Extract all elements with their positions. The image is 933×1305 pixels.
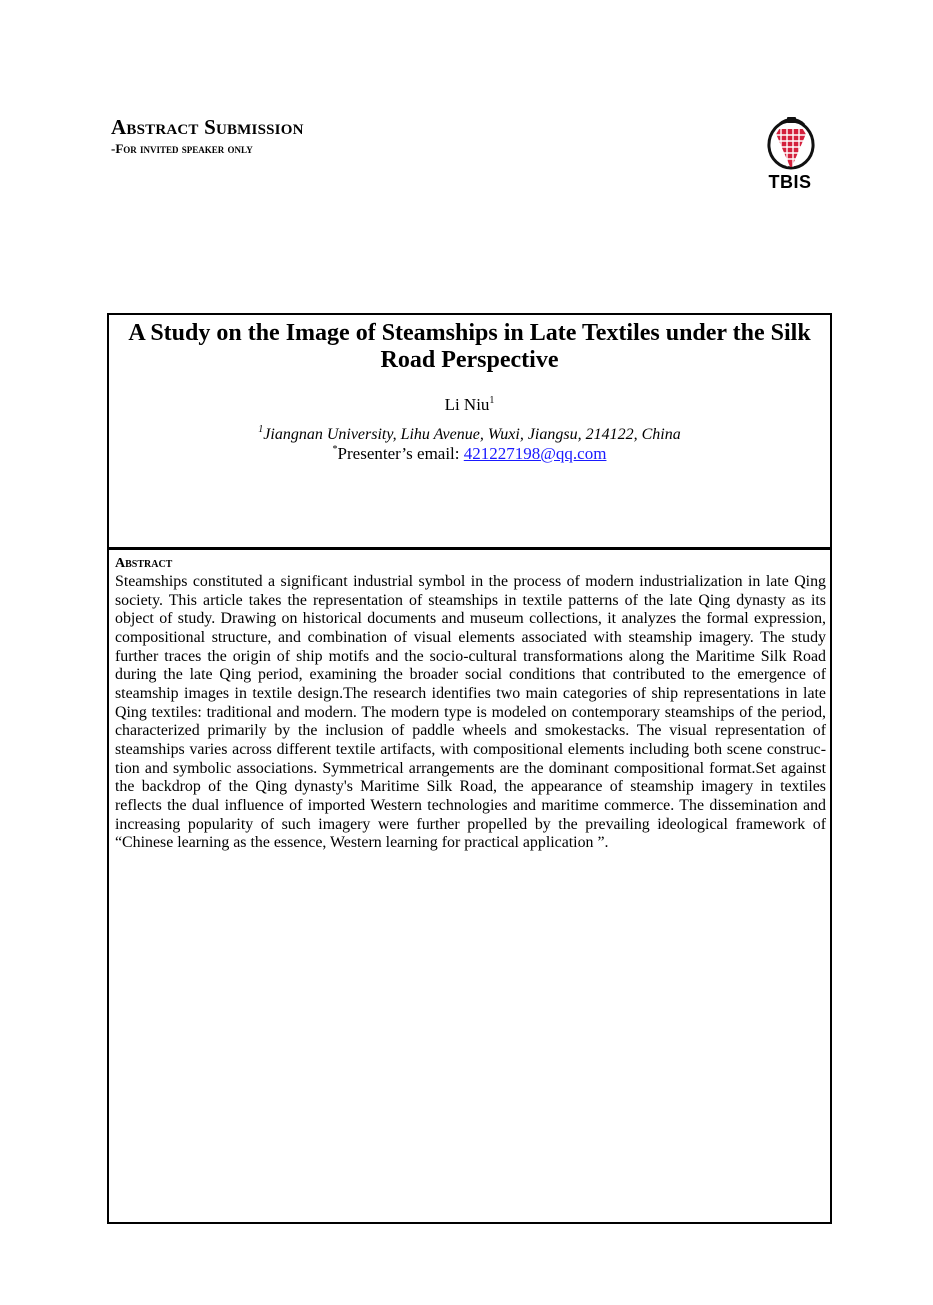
abstract-box (107, 547, 832, 1224)
author-name: Li Niu (444, 395, 490, 414)
abstract-body: Steamships constituted a significant industrial symbol in the process of modern industrialization in late Qing society. This article takes the representation of steamships in textile patterns of the late Qing dynasty as its object of study. Drawing on historical documents and museum collections, it analyzes the formal expression, compositional structure, and combination of visual elements associated with steamship imagery. The study further traces the origin of ship motifs and the socio-cultural transformations along the Maritime Silk Road during the late Qing period, examining the broader social conditions that contributed to the emergence of steamship images in textile design.The research identifies two main categories of ship representations in late Qing textiles: traditional and modern. The modern type is modeled on contemporary steamships of the period, characterized primarily by the inclusion of paddle wheels and smokestacks. The visual representation of steamships varies across different textile artifacts, with compositional elements including both scene construction and symbolic associations. Symmetrical arrangements are the dominant compositional format.Set against the backdrop of the Qing dynasty's Maritime Silk Road, the appearance of steamship imagery in textiles reflects the dual influence of imported Western technologies and maritime commerce. The dissemination and increasing popularity of such imagery were further propelled by the prevailing ideological framework of “Chinese learning as the essence, Western learning for practical application ”. (115, 573, 826, 852)
header-title: Abstract Submission (111, 115, 304, 139)
header-subtitle: -For invited speaker only (111, 141, 253, 156)
abstract-heading: Abstract (115, 556, 173, 571)
affiliation-text: Jiangnan University, Lihu Avenue, Wuxi, Jiangsu, 214122, China (263, 426, 681, 443)
logo-text: TBIS (768, 172, 812, 192)
presenter-asterisk: * (332, 444, 338, 455)
affiliation-superscript: 1 (258, 424, 264, 435)
author (109, 395, 830, 415)
affiliation (109, 425, 830, 444)
presenter-email-line (109, 444, 830, 464)
email-label: Presenter’s email: (337, 444, 464, 463)
paper-title: A Study on the Image of Steamships in Late Textiles under the Silk Road Perspective (128, 320, 811, 373)
author-superscript: 1 (489, 395, 495, 406)
title-box (107, 313, 832, 550)
email-link[interactable]: 421227198@qq.com (463, 444, 607, 463)
